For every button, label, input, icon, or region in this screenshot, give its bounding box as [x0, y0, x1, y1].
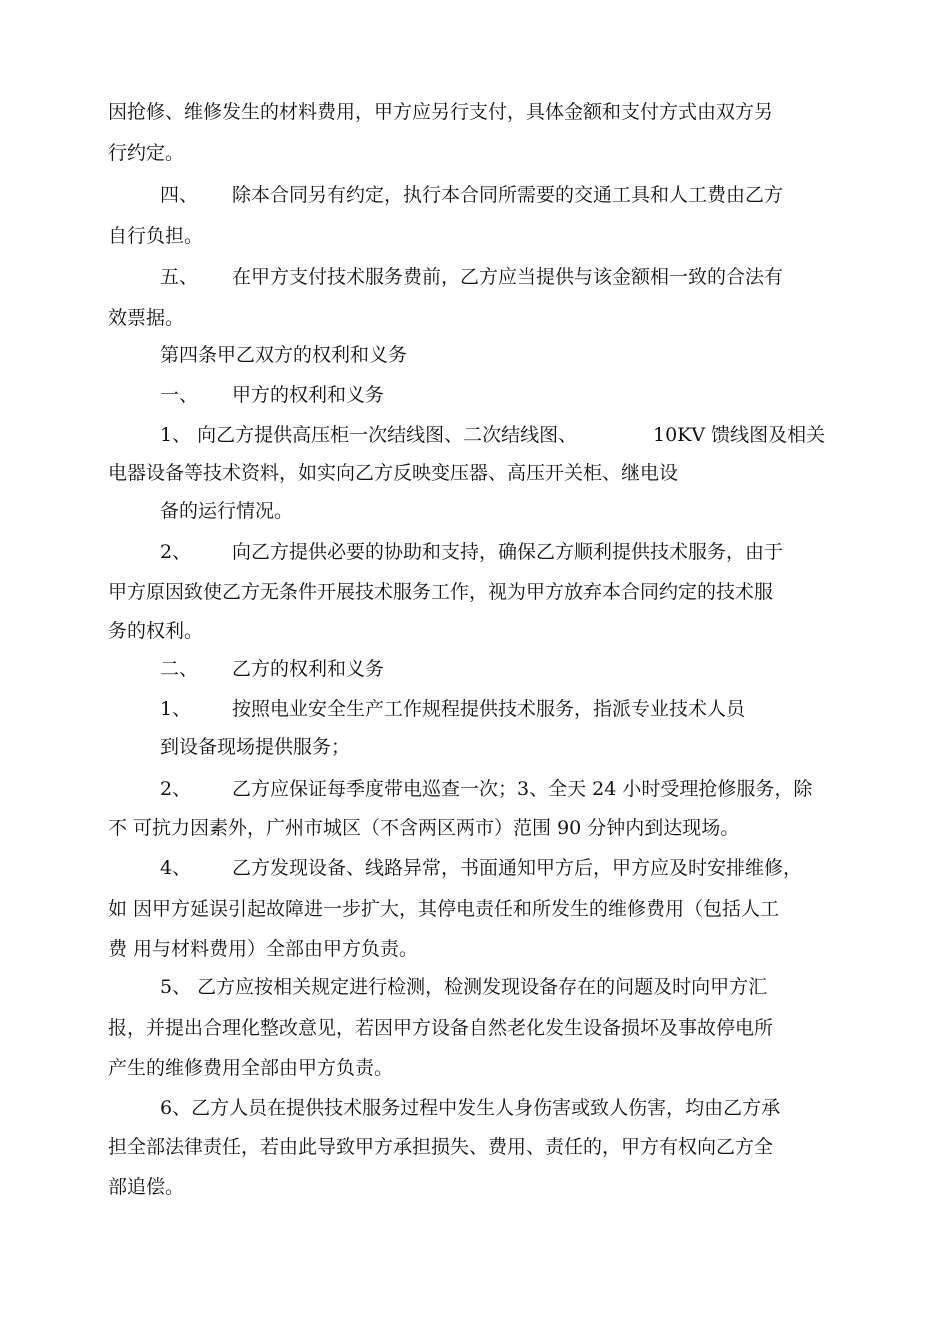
clause-number: 1、 [160, 698, 192, 720]
text-line: 6、乙方人员在提供技术服务过程中发生人身伤害或致人伤害，均由乙方承 [160, 1097, 781, 1119]
text-line: 乙方发现设备、线路异常，书面通知甲方后，甲方应及时安排维修， [232, 857, 803, 879]
text-line: 甲方原因致使乙方无条件开展技术服务工作，视为甲方放弃本合同约定的技术服 [108, 581, 774, 603]
clause-number: 一、 [160, 384, 199, 406]
text-line: 除本合同另有约定，执行本合同所需要的交通工具和人工费由乙方 [232, 184, 784, 206]
subsection-heading: 乙方的权利和义务 [232, 658, 385, 680]
text-line: 电器设备等技术资料，如实向乙方反映变压器、高压开关柜、继电设 [108, 462, 679, 484]
text-line: 自行负担。 [108, 225, 204, 247]
text-line: 按照电业安全生产工作规程提供技术服务，指派专业技术人员 [232, 698, 746, 720]
text-line: 因抢修、维修发生的材料费用，甲方应另行支付，具体金额和支付方式由双方另 [108, 101, 774, 123]
section-heading: 第四条甲乙双方的权利和义务 [160, 344, 408, 366]
text-line: 效票据。 [108, 307, 185, 329]
clause-number: 五、 [160, 266, 199, 288]
subsection-heading: 甲方的权利和义务 [232, 384, 385, 406]
clause-number: 2、 [160, 778, 192, 800]
clause-number: 2、 [160, 541, 192, 563]
text-line: 产生的维修费用全部由甲方负责。 [108, 1057, 394, 1079]
text-line: 到设备现场提供服务； [160, 736, 351, 758]
text-line: 乙方应保证每季度带电巡查一次；3、全天 24 小时受理抢修服务，除 [232, 778, 813, 800]
text-line: 向乙方提供必要的协助和支持，确保乙方顺利提供技术服务，由于 [232, 541, 784, 563]
text-line: 在甲方支付技术服务费前，乙方应当提供与该金额相一致的合法有 [232, 266, 784, 288]
text-line: 报，并提出合理化整改意见，若因甲方设备自然老化发生设备损坏及事故停电所 [108, 1017, 774, 1039]
text-line: 务的权利。 [108, 620, 204, 642]
text-line: 部追偿。 [108, 1176, 185, 1198]
text-line: 1、 向乙方提供高压柜一次结线图、二次结线图、 [160, 424, 578, 446]
clause-number: 四、 [160, 184, 199, 206]
text-line: 备的运行情况。 [160, 500, 294, 522]
text-line: 如 因甲方延误引起故障进一步扩大，其停电责任和所发生的维修费用（包括人工 [108, 898, 780, 920]
clause-number: 4、 [160, 857, 192, 879]
text-line: 费 用与材料费用）全部由甲方负责。 [108, 938, 419, 960]
text-line: 5、 乙方应按相关规定进行检测，检测发现设备存在的问题及时向甲方汇 [160, 976, 768, 998]
text-line: 担全部法律责任，若由此导致甲方承担损失、费用、责任的，甲方有权向乙方全 [108, 1136, 774, 1158]
clause-number: 二、 [160, 658, 199, 680]
text-line: 不 可抗力因素外，广州市城区（不含两区两市）范围 90 分钟内到达现场。 [108, 817, 740, 839]
text-line: 行约定。 [108, 142, 185, 164]
text-line: 10KV 馈线图及相关 [653, 424, 826, 446]
